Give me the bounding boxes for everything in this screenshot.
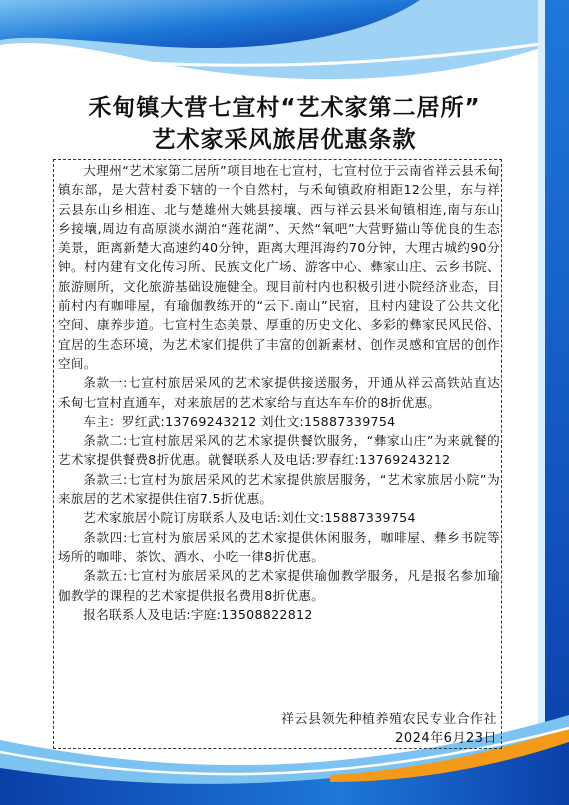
clause-2: 条款二:七宣村旅居采风的艺术家提供餐饮服务，“彝家山庄”为来就餐的艺术家提供餐费8折优惠。就餐联系人及电话:罗春红:13769243212 [58,433,500,468]
signature-date: 2024年6月23日 [395,731,497,746]
clause-1: 条款一:七宣村旅居采风的艺术家提供接送服务，开通从祥云高铁站直达禾甸七宣村直通车，对来旅居的艺术家给与直达车车价的8折优惠。 [58,375,500,410]
clause-3-contact: 艺术家旅居小院订房联系人及电话:刘仕文:15887339754 [83,510,416,526]
signature-org: 祥云县领先种植养殖农民专业合作社 [280,712,497,727]
poster-body [58,161,500,624]
poster-title-line1: 禾甸镇大营七宣村“艺术家第二居所” [88,95,481,121]
clause-5-contact: 报名联系人及电话:宇庭:13508822812 [83,606,313,622]
clause-3: 条款三:七宣村为旅居采风的艺术家提供旅居服务，“艺术家旅居小院”为来旅居的艺术家提供住宿7.5折优惠。 [58,471,500,507]
clause-1-contacts: 车主：罗红武:13769243212 刘仕文:15887339754 [83,413,396,429]
intro-paragraph: 大理州“艺术家第二居所”项目地在七宣村，七宣村位于云南省祥云县禾甸镇东部，是大营村委下辖的一个自然村，与禾甸镇政府相距12公里，东与祥云县东山乡相连、北与楚雄州大姚县接壤、西与祥云县米甸镇相连,南与东山乡接壤,周边有高原淡水湖泊“莲花湖”、天然“氧吧”大营野猫山等优良的生态美景，距离新楚大高速约40分钟，距离大理洱海约70分钟，大理古城约90分钟。村内建有文化传习所、民族文化广场、游客中心、彝家山庄、云乡书院、旅游厕所，文化旅游基础设施健全。现目前村内也积极引进小院经济业态，目前村内有咖啡屋，有瑜伽教练开的“云下.南山”民宿，且村内建设了公共文化空间、康养步道。七宣村生态美景、厚重的历史文化、多彩的彝家民风民俗、宜居的生态环境，为艺术家们提供了丰富的创新素材、创作灵感和宜居的创作空间。 [58,163,500,371]
clause-5: 条款五:七宣村为旅居采风的艺术家提供瑜伽教学服务，凡是报名参加瑜伽教学的课程的艺术家提供报名费用8折优惠。 [58,568,500,603]
clause-4: 条款四:七宣村为旅居采风的艺术家提供休闲服务，咖啡屋、彝乡书院等场所的咖啡、茶饮、酒水、小吃一律8折优惠。 [58,529,500,564]
poster-title-line2: 艺术家采风旅居优惠条款 [152,127,417,153]
